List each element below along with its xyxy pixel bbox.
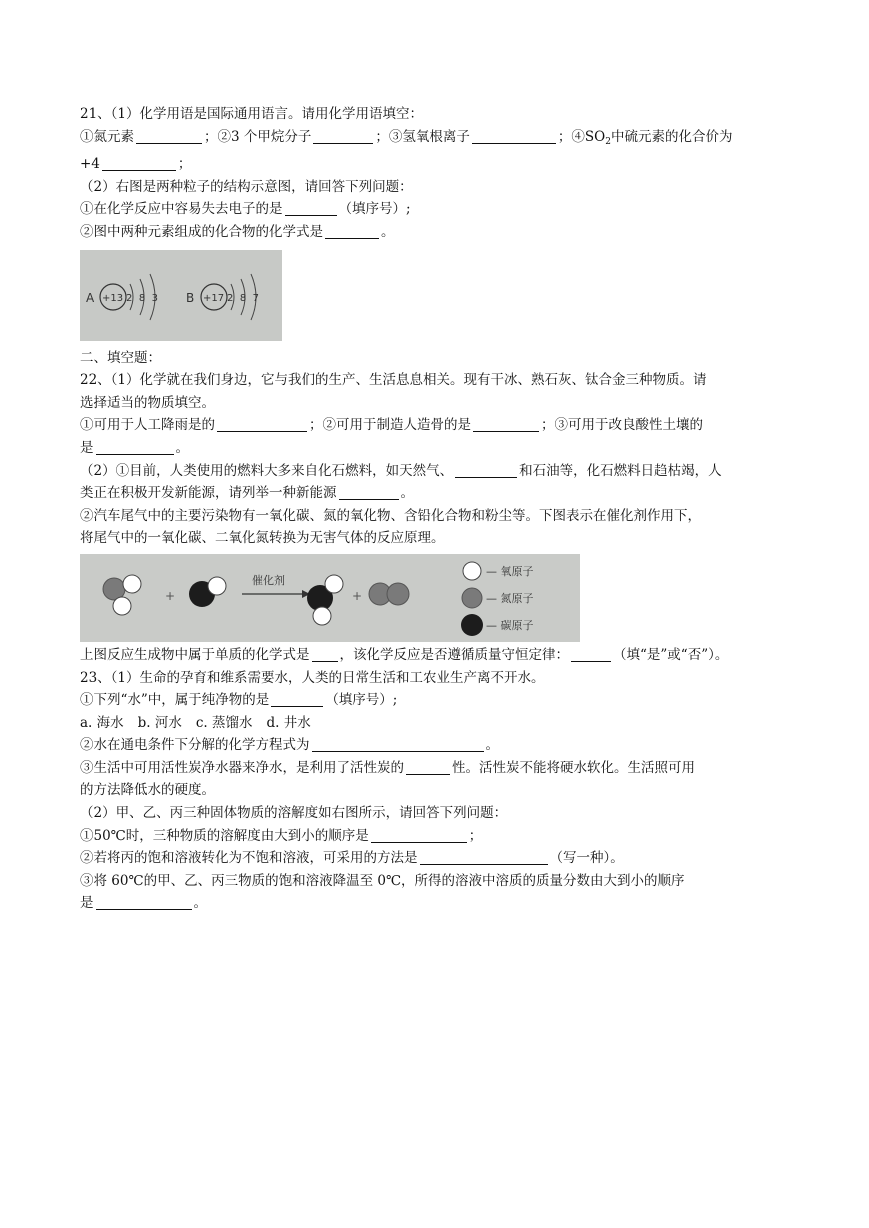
answer-blank[interactable] (339, 484, 399, 500)
text: 性。活性炭不能将硬水软化。生活照可用 (452, 759, 695, 776)
text: 。 (381, 223, 395, 240)
text: +4 (80, 156, 100, 173)
text: ③生活中可用活性炭净水器来净水，是利用了活性炭的 (80, 759, 404, 776)
text: ①下列“水”中，属于纯净物的是 (80, 692, 270, 709)
answer-blank[interactable] (312, 646, 338, 662)
q22-intro-cont: 选择适当的物质填空。 (80, 394, 215, 411)
atom-b-shells: 2 8 7 (227, 292, 259, 304)
text: （写一种）。 (549, 850, 624, 867)
oxygen-atom (208, 577, 226, 595)
text: （填“是”或“否”）。 (613, 646, 729, 663)
answer-blank[interactable] (571, 646, 611, 662)
plus-sign: + (352, 588, 363, 603)
oxygen-atom (313, 607, 331, 625)
text: 类正在积极开发新能源，请列举一种新能源 (80, 485, 337, 502)
option-a[interactable]: a. 海水 (80, 714, 124, 731)
answer-blank[interactable] (136, 128, 202, 144)
text: ；④SO (557, 128, 606, 145)
answer-blank[interactable] (473, 416, 539, 432)
text: ②图中两种元素组成的化合物的化学式是 (80, 223, 323, 240)
atom-a-label: A (86, 290, 95, 305)
text: ，该化学反应是否遵循质量守恒定律： (339, 646, 569, 663)
text: （填序号）; (325, 692, 398, 709)
atom-structure-image (80, 250, 282, 341)
q22-exhaust-text: ②汽车尾气中的主要污染物有一氧化碳、氮的氧化物、含铅化合物和粉尘等。下图表示在催化剂作用下， (80, 507, 701, 524)
legend-carbon: — 碳原子 (486, 618, 534, 632)
answer-blank[interactable] (102, 155, 176, 171)
answer-blank[interactable] (472, 128, 556, 144)
text: 。 (193, 895, 207, 912)
q22-intro: 22、（1）化学就在我们身边，它与我们的生产、生活息息相关。现有干冰、熟石灰、钛合金三种物质。请 (80, 372, 707, 389)
text: 。 (400, 485, 414, 502)
q23-part2-q1 (80, 825, 792, 848)
q23-options (80, 712, 792, 735)
text: ；②可用于制造人造骨的是 (309, 417, 471, 434)
text: ②水在通电条件下分解的化学方程式为 (80, 737, 310, 754)
legend-oxygen-icon (463, 562, 481, 580)
text: ①50℃时，三种物质的溶解度由大到小的顺序是 (80, 827, 369, 844)
q22-reaction-question (80, 644, 792, 667)
legend-nitrogen-icon (462, 588, 482, 608)
answer-blank[interactable] (371, 827, 467, 843)
q22-fill-line-1 (80, 414, 792, 437)
reaction-diagram-image (80, 554, 580, 642)
plus-sign: + (165, 588, 176, 603)
text: ；③氢氧根离子 (375, 128, 470, 145)
q23-q2 (80, 734, 792, 757)
q21-part2: （2）右图是两种粒子的结构示意图，请回答下列问题： (80, 178, 413, 195)
answer-blank[interactable] (313, 128, 373, 144)
legend-oxygen: — 氧原子 (486, 564, 534, 578)
question-content (80, 103, 792, 915)
answer-blank[interactable] (271, 691, 323, 707)
atom-diagram (80, 250, 282, 341)
text: 。 (175, 439, 189, 456)
answer-blank[interactable] (420, 849, 548, 865)
text: 中硫元素的化合价为 (610, 128, 733, 145)
text: ①氮元素 (80, 128, 134, 145)
text: ；②3 个甲烷分子 (204, 128, 312, 145)
atom-a-nucleus-charge: +13 (102, 292, 124, 304)
text: ②若将丙的饱和溶液转化为不饱和溶液，可采用的方法是 (80, 850, 418, 867)
legend-nitrogen: — 氮原子 (486, 591, 534, 605)
oxygen-atom (113, 597, 131, 615)
q21-fill-line-1 (80, 126, 792, 154)
q22-exhaust-text-cont: 将尾气中的一氧化碳、二氧化氮转换为无害气体的反应原理。 (80, 530, 445, 547)
text: 和石油等，化石燃料日趋枯竭，人 (519, 462, 722, 479)
q23-part2-q2 (80, 847, 792, 870)
oxygen-atom (123, 575, 141, 593)
text: ；③可用于改良酸性土壤的 (541, 417, 703, 434)
q23-part2-q3-cont (80, 892, 792, 915)
atom-b-nucleus-charge: +17 (203, 292, 225, 304)
answer-blank[interactable] (285, 200, 337, 216)
answer-blank[interactable] (96, 439, 174, 455)
q23-q3-cont: 的方法降低水的硬度。 (80, 782, 215, 799)
subscript: 2 (605, 136, 611, 147)
text: ； (177, 156, 192, 173)
text: （填序号）; (338, 201, 411, 218)
nitrogen-atom (387, 583, 409, 605)
option-b[interactable]: b. 河水 (137, 714, 182, 731)
q22-fill-line-2 (80, 437, 792, 460)
option-d[interactable]: d. 井水 (266, 714, 311, 731)
answer-blank[interactable] (325, 223, 379, 239)
answer-blank[interactable] (455, 462, 517, 478)
atom-a-shells: 2 8 3 (126, 292, 158, 304)
text: 。 (485, 737, 499, 754)
q21-part2-q1 (80, 198, 792, 221)
answer-blank[interactable] (406, 759, 450, 775)
oxygen-atom (325, 575, 343, 593)
answer-blank[interactable] (96, 894, 192, 910)
atom-b-label: B (186, 290, 195, 305)
q23-q1 (80, 689, 792, 712)
q22-part2-line-2 (80, 482, 792, 505)
q21-fill-line-2 (80, 153, 792, 176)
q23-part2: （2）甲、乙、丙三种固体物质的溶解度如右图所示，请回答下列问题： (80, 805, 508, 822)
q21-part2-q2 (80, 221, 792, 244)
text: ①可用于人工降雨是的 (80, 417, 215, 434)
text: ； (468, 827, 483, 844)
section-heading: 二、填空题： (80, 349, 161, 366)
text: 上图反应生成物中属于单质的化学式是 (80, 646, 310, 663)
q22-part2-line-1 (80, 460, 792, 483)
catalyst-label: 催化剂 (252, 573, 285, 587)
answer-blank[interactable] (312, 736, 484, 752)
text: ①在化学反应中容易失去电子的是 (80, 201, 283, 218)
q23-intro: 23、（1）生命的孕育和维系需要水，人类的日常生活和工农业生产离不开水。 (80, 669, 545, 686)
reaction-diagram (80, 554, 580, 642)
q23-q3 (80, 757, 792, 780)
q21-intro: 21、（1）化学用语是国际通用语言。请用化学用语填空： (80, 106, 424, 122)
text: 是 (80, 439, 94, 456)
q23-part2-q3: ③将 60℃的甲、乙、丙三物质的饱和溶液降温至 0℃，所得的溶液中溶质的质量分数由大到小的顺序 (80, 872, 685, 889)
text: 是 (80, 895, 94, 912)
text: （2）①目前，人类使用的燃料大多来自化石燃料，如天然气、 (80, 462, 454, 479)
option-c[interactable]: c. 蒸馏水 (195, 714, 253, 731)
legend-carbon-icon (461, 614, 483, 636)
answer-blank[interactable] (217, 416, 307, 432)
